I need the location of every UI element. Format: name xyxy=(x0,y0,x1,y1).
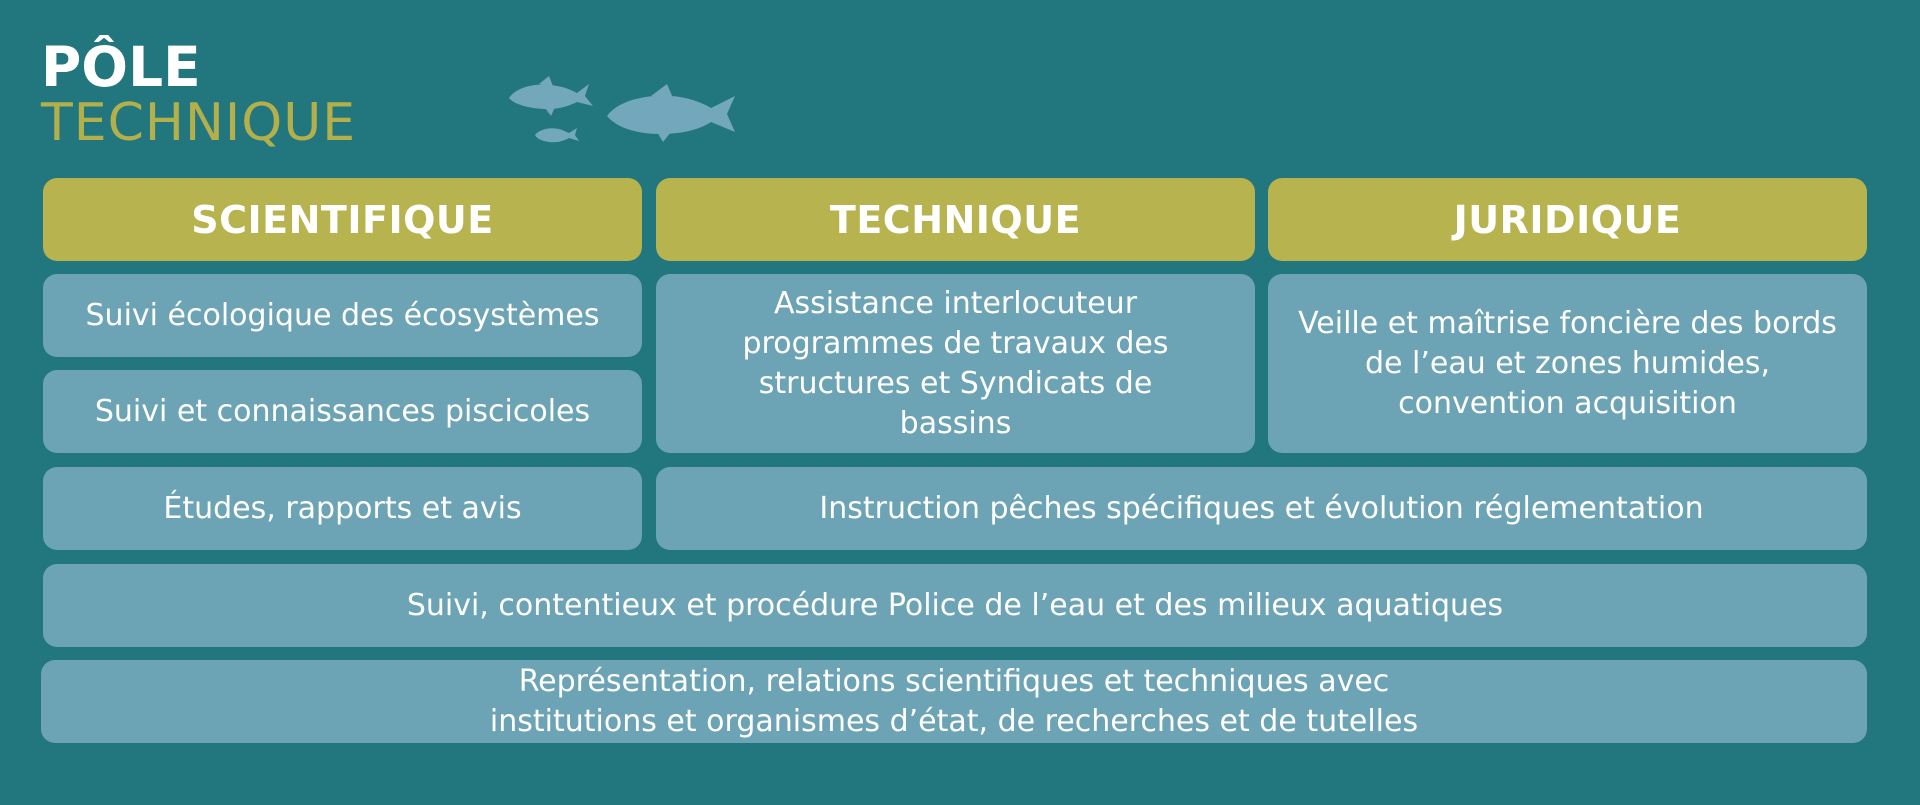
title-line-technique: TECHNIQUE xyxy=(41,93,357,153)
header-juridique: JURIDIQUE xyxy=(1268,178,1867,261)
item-assistance: Assistance interlocuteur programmes de travaux des structures et Syndicats de bassins xyxy=(656,274,1255,453)
item-representation: Représentation, relations scientifiques et techniques avec institutions et organismes d’état, de recherches et de tutelles xyxy=(41,660,1867,743)
title-line-pole: PÔLE xyxy=(41,35,201,99)
page-title xyxy=(41,35,357,153)
item-suivi-piscicoles: Suivi et connaissances piscicoles xyxy=(43,370,642,453)
header-technique: TECHNIQUE xyxy=(656,178,1255,261)
item-police: Suivi, contentieux et procédure Police de l’eau et des milieux aquatiques xyxy=(43,564,1867,647)
fish-icon-small xyxy=(509,76,593,116)
fish-icon xyxy=(505,70,745,150)
item-suivi-ecologique: Suivi écologique des écosystèmes xyxy=(43,274,642,357)
item-etudes: Études, rapports et avis xyxy=(43,467,642,550)
item-veille: Veille et maîtrise foncière des bords de l’eau et zones humides, convention acquisition xyxy=(1268,274,1867,453)
fish-icon-large xyxy=(607,84,735,142)
fish-icon-tiny xyxy=(535,128,579,142)
item-instruction: Instruction pêches spécifiques et évolution réglementation xyxy=(656,467,1867,550)
header-scientifique: SCIENTIFIQUE xyxy=(43,178,642,261)
